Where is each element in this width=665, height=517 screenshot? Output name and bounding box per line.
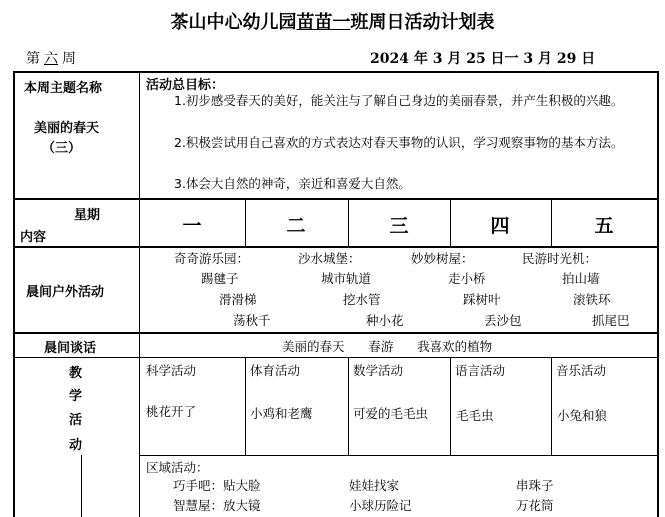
teaching-label-char: 活 [69,413,83,428]
class-name: 苗苗一 [296,12,351,33]
table-rule [81,455,82,517]
goal-item: 1.初步感受春天的美好，能关注与了解自己身边的美丽春景，并产生积极的兴趣。 [174,93,624,108]
goal-item: 3.体会大自然的神奇，亲近和喜爱大自然。 [174,176,411,191]
teaching-label-char: 教 [69,366,83,381]
table-rule [13,357,658,358]
table-rule [450,198,451,246]
goals-label: 活动总目标： [146,78,225,93]
outdoor-area: 奇奇游乐园： [174,251,250,266]
activity-type: 语言活动 [455,363,506,378]
regional-activity: 串珠子 [516,478,554,493]
outdoor-activity: 丢沙包 [484,313,522,328]
regional-activity: 智慧屋：放大镜 [173,498,261,513]
outdoor-activity: 抓尾巴 [592,313,630,328]
outdoor-activity: 拍山墙 [562,271,600,286]
teaching-label-char: 动 [69,438,83,453]
table-rule [13,332,658,334]
content-label: 内容 [20,230,47,245]
outdoor-activity: 城市轨道 [321,271,372,286]
table-rule [13,198,658,200]
theme-name: 美丽的春天 [34,121,100,136]
activity-name: 毛毛虫 [456,408,494,423]
table-rule [551,357,552,455]
week-value: 六 [44,51,58,67]
table-rule [13,246,658,248]
outdoor-area: 妙妙树屋： [411,251,474,266]
table-rule [348,198,349,246]
table-rule [348,357,349,455]
outdoor-activity: 踢毽子 [201,271,239,286]
activity-type: 数学活动 [353,363,404,378]
regional-activity: 娃娃找家 [349,478,400,493]
table-border-left [13,71,15,517]
goal-item: 2.积极尝试用自己喜欢的方式表达对春天事物的认识，学习观察事物的基本方法。 [174,135,624,150]
day-monday: 一 [182,215,202,237]
outdoor-activity: 踩树叶 [463,292,501,307]
activity-type: 科学活动 [146,363,197,378]
regional-activity: 巧手吧：贴大脸 [173,478,261,493]
week-number: 第 六 周 [26,51,76,67]
theme-part: （三） [42,141,82,156]
outdoor-activity: 荡秋千 [233,313,271,328]
day-friday: 五 [594,215,614,237]
day-tuesday: 二 [286,215,306,237]
table-rule [551,198,552,246]
activity-type: 音乐活动 [556,363,607,378]
page-title [0,8,665,34]
table-rule [245,198,246,246]
outdoor-activity: 走小桥 [448,271,486,286]
weekday-label: 星期 [74,208,101,223]
table-rule [139,455,658,456]
table-rule [139,71,140,517]
school-name: 茶山中心幼儿园 [170,12,297,33]
activity-name: 小鸡和老鹰 [250,406,313,421]
outdoor-activity: 滑滑梯 [219,292,257,307]
talk-label: 晨间谈话 [44,341,97,356]
outdoor-label: 晨间户外活动 [26,285,105,300]
date-range: 2024 年 3 月 25 日一 3 月 29 日 [370,51,596,67]
regional-label: 区域活动： [146,460,209,475]
title-rest: 班周日活动计划表 [350,12,495,33]
table-border-right [657,71,659,517]
talk-topics: 美丽的春天 春游 我喜欢的植物 [282,339,493,354]
table-rule [245,357,246,455]
table-border-top [13,71,658,73]
activity-name: 可爱的毛毛虫 [353,406,429,421]
regional-activity: 万花筒 [516,498,554,513]
outdoor-activity: 种小花 [366,313,404,328]
activity-name: 小兔和狼 [557,408,608,423]
outdoor-activity: 挖水管 [343,292,381,307]
teaching-label-char: 学 [69,389,83,404]
outdoor-activity: 滚铁环 [573,292,611,307]
theme-label: 本周主题名称 [24,81,103,96]
day-thursday: 四 [490,215,510,237]
activity-name: 桃花开了 [146,404,197,419]
day-wednesday: 三 [389,215,409,237]
regional-activity: 小球历险记 [349,498,412,513]
outdoor-area: 民游时光机： [522,251,598,266]
activity-type: 体育活动 [250,363,301,378]
outdoor-area: 沙水城堡： [298,251,361,266]
table-rule [450,357,451,455]
